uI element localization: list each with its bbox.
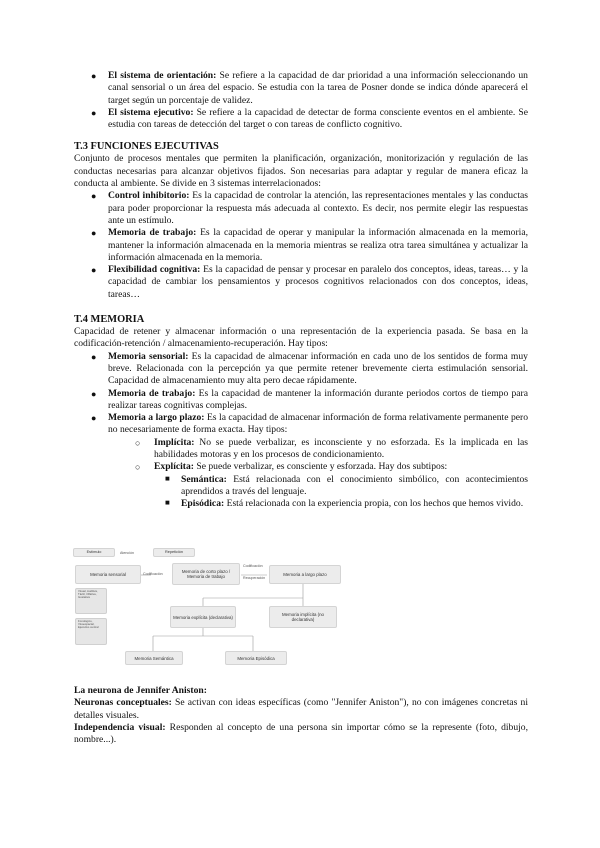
semantic-memory-box: Memoria Semántica [125,651,183,665]
bullet-icon: ● [91,107,97,118]
section-heading: T.4 MEMORIA [74,314,145,326]
list-item: ■ Semántica: Está relacionada con el conocimiento simbólico, con acontecimientos aprendidos a través del lenguaje. [165,473,528,497]
list-item: ● El sistema ejecutivo: Se refiere a la capacidad de detectar de forma consciente eventos en el ambiente. Se estudia con tareas de detección del target o con tareas de conflicto cognitivo. [91,106,528,131]
bullet-icon: ● [91,413,97,424]
section-heading: T.3 FUNCIONES EJECUTIVAS [74,141,219,153]
text-block-bottom [74,685,528,746]
explicit-memory-box: Memoria explícita (declarativa) [170,606,236,628]
text-block-top [74,70,528,511]
jennifer-heading: La neurona de Jennifer Aniston: [74,685,207,696]
list-item: ● Flexibilidad cognitiva: Es la capacidad de pensar y procesar en paralelo dos conceptos, ideas, tareas… y la capacidad de cambiar los pensamientos y procesos cognitivos relacionados con dos conceptos, ideas, tareas… [91,264,528,300]
list-item: ● Control inhibitorio: Es la capacidad de controlar la atención, las representaciones mentales y las conductas para poder proporcionar la respuesta más adecuada al contexto. Es decir, nos permite elegir las respuestas ante un estímulo. [91,190,528,226]
bullet-icon: ● [91,265,97,276]
episodic-memory-box: Memoria Episódica [225,651,287,665]
bullet-icon: ● [91,228,97,239]
paragraph: Conjunto de procesos mentales que permiten la planificación, organización, monitorización y regulación de las conductas necesarias para alcanzar objetivos fijados. Son necesarias para adaptar y regular de manera eficaz la conducta al ambiente. Se divide en 3 sistemas interrelacionados: [74,153,528,190]
sensory-memory-box: Memoria sensorial [75,565,141,584]
bullet-icon: ● [91,71,97,81]
list-item: ● Memoria sensorial: Es la capacidad de almacenar información en cada uno de los sentidos de forma muy breve. Relacionada con la percepción ya que permite retener brevemente cierta estimulación sensorial. Capacidad de almacenamiento muy alta pero decae rápidamente. [91,350,528,387]
list-item: ● Memoria a largo plazo: Es la capacidad de almacenar información de forma relativamente permanente pero no necesariamente de forma exacta. Hay tipos: [91,412,528,436]
paragraph: Capacidad de retener y almacenar información o una representación de la experiencia pasada. Se basa en la codificación-retención / almacenamiento-recuperación. Hay tipos: [74,326,528,350]
list-item: ■ Episódica: Está relacionada con la experiencia propia, con los hechos que hemos vivido. [165,498,524,510]
executive-functions-list [74,190,528,301]
diagram-side-note: Visual, Auditiva, Táctil, Olfativa, Gustativa [75,588,107,614]
paragraph: Independencia visual: Responden al concepto de una persona sin importar cómo se la represente (foto, dibujo, nombre...). [74,721,528,746]
long-term-memory-box: Memoria a largo plazo [269,565,341,584]
diagram-label-attention: Atención [120,551,134,555]
list-item: ● Memoria de trabajo: Es la capacidad de operar y manipular la información almacenada en la memoria, mantener la información almacenada en la memoria mientras se realiza otra tarea simultánea y actualizar la información almacenada en la memoria. [91,227,528,263]
diagram-label-repetition: Repetición [153,548,195,557]
list-item: ● Memoria de trabajo: Es la capacidad de mantener la información durante periodos cortos de tiempo para realizar tareas cognitivas complejas. [91,387,528,411]
circle-bullet-icon: ○ [135,437,141,448]
diagram-label-stimulus: Estímulo [73,548,115,557]
memory-diagram [73,548,348,671]
memory-types-list [74,351,528,511]
list-item: ● El sistema de orientación: Se refiere a la capacidad de dar prioridad a una información seleccionando un canal sensorial o un área del espacio. Se estudia con la tarea de Posner donde se indica dónde aparecerá el target según un porcentaje de validez. [91,70,528,106]
attention-systems-list [74,70,528,131]
paragraph: Neuronas conceptuales: Se activan con ideas específicas (como "Jennifer Aniston"), no con imágenes concretas ni detalles visuales. [74,697,528,721]
bullet-icon: ● [91,388,97,399]
list-item: ○ Implícita: No se puede verbalizar, es inconsciente y no esforzada. Es la implicada en las habilidades motoras y en los procesos de condicionamiento. [135,436,528,461]
circle-bullet-icon: ○ [135,462,141,473]
diagram-side-note: Fonológico, Visoespacial, Ejecutivo central [75,618,107,645]
implicit-memory-box: Memoria implícita (no declarativa) [269,606,337,628]
diagram-ltm-label-retrieve: Recuperación [243,576,266,580]
square-bullet-icon: ■ [165,498,170,508]
square-bullet-icon: ■ [165,473,170,483]
diagram-transfer-label: Codificación [143,572,163,576]
diagram-ltm-label-encode: Codificación [243,564,263,568]
bullet-icon: ● [91,191,97,202]
list-item: ○ Explícita: Se puede verbalizar, es consciente y esforzada. Hay dos subtipos: [135,461,448,473]
working-memory-box: Memoria de corto plazo / Memoria de trabajo [172,563,240,585]
bullet-icon: ● [91,351,97,362]
